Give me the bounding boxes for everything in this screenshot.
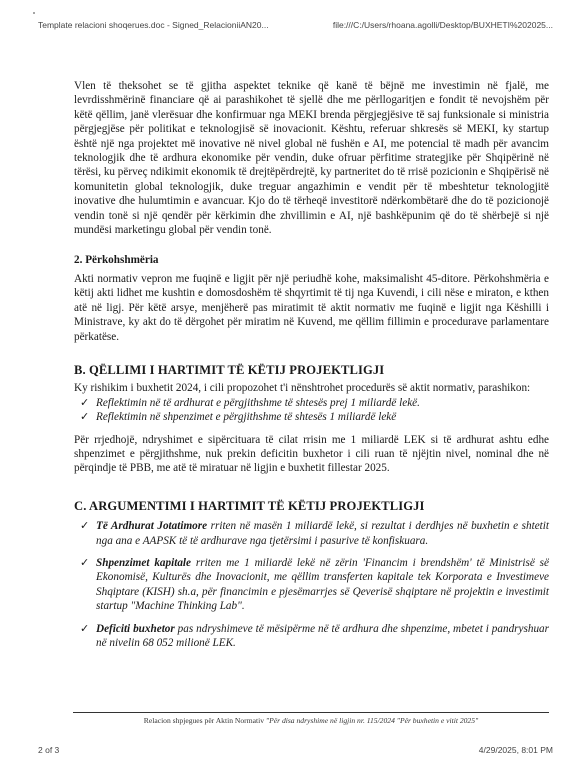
section-c-item-title: Shpenzimet kapitale xyxy=(96,556,191,569)
section-c-item xyxy=(74,622,549,651)
section-c-list xyxy=(74,519,549,650)
footer-divider xyxy=(73,712,549,713)
intro-paragraph: Vlen të theksohet se të gjitha aspektet teknike që kanë të bëjnë me investimin në fjalë, me levrdisshmërinë financiare që ai parashikohet të sjellë dhe me përllogaritjen e fondit të nevojshëm për këtë qëllim, janë vlerësuar dhe konfirmuar nga MEKI brenda përgjegjësive të saj funksionale si ministria përgjegjëse për politikat e teknologjisë së inovacionit. Kështu, referuar shkresës së MEKI, ky startup është një nga projektet më inovative në nivel global në fushën e AI, me potencial të madh për avancim teknologjik dhe të ardhura ekonomike për vendin, duke ofruar përfitime strategjike për Shqipërinë në tërësi, ku përveç ndikimit ekonomik të drejtëpërdrejtë, ky partneritet do të rrisë pozicionin e Shqipërisë në komunitetin global teknologjik, duke treguar angazhimin e vendit për të mbeshtetur teknologjitë inovative dhe hulumtimin e avancuar. Kjo do të tërheqë investitorë ndërkombëtarë dhe do të pozicionojë vendin tonë si një qendër për kërkimin dhe zhvillimin e AI, një bashkëpunim që do të shërbejë si një mundësi marketingu global për vendin tonë. xyxy=(74,80,549,237)
print-header xyxy=(38,20,553,30)
print-footer xyxy=(38,745,553,755)
section-b-item xyxy=(74,396,549,410)
print-header-doc-title: Template relacioni shoqerues.doc - Signed_RelacioniiAN20... xyxy=(38,20,269,30)
document-footer xyxy=(73,716,549,725)
check-icon: ✓ xyxy=(80,622,90,635)
print-header-file-path: file:///C:/Users/rhoana.agolli/Desktop/BUXHETI%202025... xyxy=(332,20,553,30)
footer-prefix: Relacion shpjegues për Aktin Normativ xyxy=(143,716,266,725)
section-b-item-text: Reflektimin në të ardhurat e përgjithshme të shtesës prej 1 miliardë lekë. xyxy=(96,396,420,409)
section-2-heading: 2. Përkohshmëria xyxy=(74,254,159,267)
document-body xyxy=(74,79,549,658)
section-b-intro: Ky rishikim i buxhetit 2024, i cili propozohet t'i nënshtrohet procedurës së aktit normativ, parashikon: xyxy=(74,382,531,395)
section-c-item xyxy=(74,519,549,548)
section-b-item-text: Reflektimin në shpenzimet e përgjithshme të shtesës 1 miliardë lekë xyxy=(96,411,397,424)
section-b-heading: B. QËLLIMI I HARTIMIT TË KËTIJ PROJEKTLIGJI xyxy=(74,362,385,377)
section-2-body: Akti normativ vepron me fuqinë e ligjit për një periudhë kohe, maksimalisht 45-ditore. Përkohshmëria e këtij akti lidhet me kushtin e domosdoshëm të shqyrtimit të tij nga Kuvendi, i cili nëse e miraton, e kthen atë në ligj. Për këtë arsye, menjëherë pas miratimit të aktit normativ me fuqinë e ligjit nga Këshilli i Ministrave, ky akt do të dërgohet për miratim në Kuvend, me qëllim fillimin e procedurave parlamentare përkatëse. xyxy=(74,272,549,343)
section-b-closing: Për rrjedhojë, ndryshimet e sipërcituara të cilat rrisin me 1 miliardë LEK si të ardhurat ashtu edhe shpenzimet e përgjithshme, nuk prekin deficitin buxhetor i cili ruan të njëjtin nivel, nominal dhe në përqindje të PBB, me atë të miratuar në ligjin e buxhetit fillestar 2025. xyxy=(74,433,549,475)
section-c-heading: C. ARGUMENTIMI I HARTIMIT TË KËTIJ PROJEKTLIGJI xyxy=(74,498,425,513)
section-c-item-text: rriten me 1 miliardë lekë në zërin 'Financim i brendshëm' të Ministrisë së Ekonomisë, Kulturës dhe Inovacionit, me qëllim transferten kapitale tek Korporata e Investimeve Shqiptare (KISH) sh.a, për financimin e pjesëmarrjes së Qeverisë shqiptare në projektin e investimit startup "Machine Thinking Lab". xyxy=(96,556,549,613)
section-c-item-title: Deficiti buxhetor xyxy=(96,622,175,635)
scan-speck xyxy=(33,12,35,14)
check-icon: ✓ xyxy=(80,520,90,533)
section-b-item xyxy=(74,410,549,424)
footer-title: "Për disa ndryshime në ligjin nr. 115/2024 "Për buxhetin e vitit 2025" xyxy=(265,716,479,725)
check-icon: ✓ xyxy=(80,556,90,569)
section-c-item-text: pas ndryshimeve të mësipërme në të ardhura dhe shpenzime, mbetet i pandryshuar në nivelin 68 052 milionë LEK. xyxy=(96,622,549,649)
section-b-list xyxy=(74,396,549,425)
page-number: 2 of 3 xyxy=(38,745,60,755)
check-icon: ✓ xyxy=(80,411,90,424)
section-c-item-text: rriten në masën 1 miliardë lekë, si rezultat i derdhjes në buxhetin e shtetit nga ana e AAPSK të të ardhurave nga tjetërsimi i pasurive të konfiskuara. xyxy=(96,520,549,547)
section-c-item xyxy=(74,556,549,614)
check-icon: ✓ xyxy=(80,396,90,409)
print-timestamp: 4/29/2025, 8:01 PM xyxy=(478,745,553,755)
section-c-item-title: Të Ardhurat Jotatimore xyxy=(96,520,208,533)
